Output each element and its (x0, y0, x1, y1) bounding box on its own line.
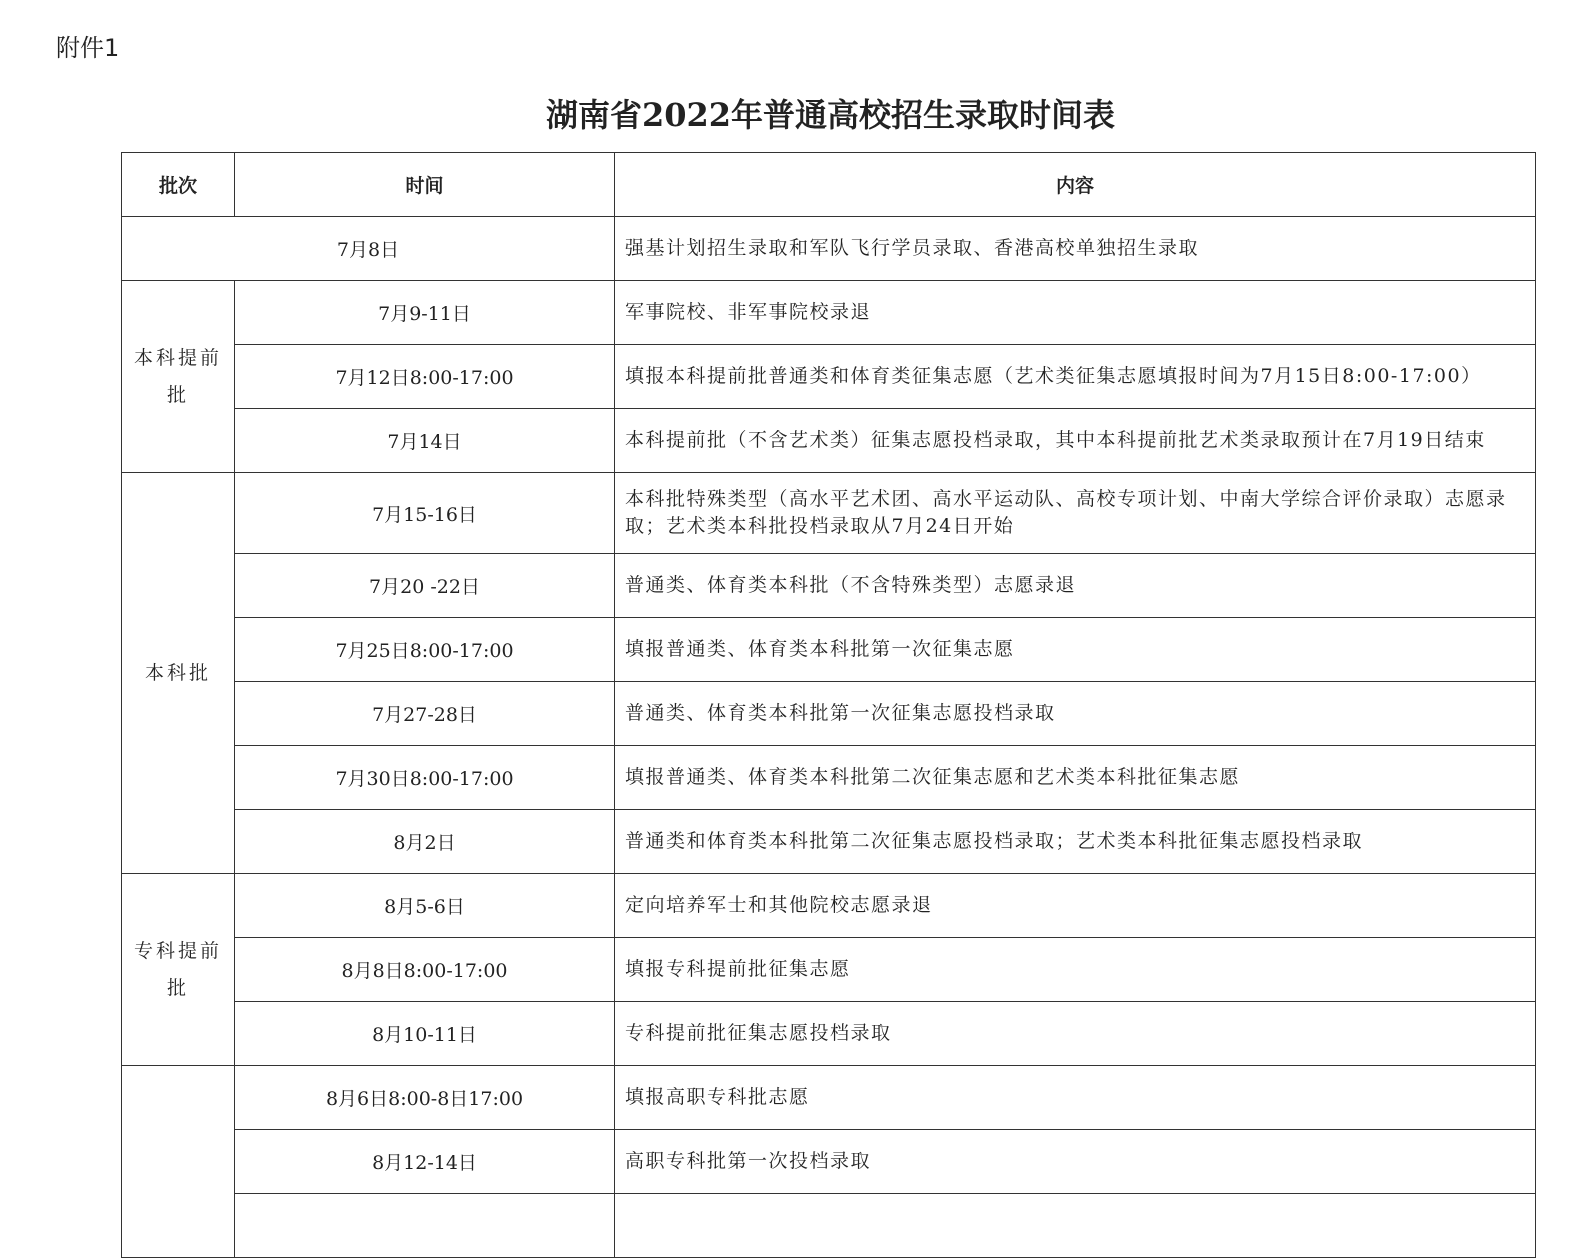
table-row (122, 1066, 1536, 1130)
table-row (122, 281, 1536, 345)
header-time: 时间 (235, 153, 615, 217)
time-cell: 8月2日 (235, 810, 615, 874)
time-cell: 8月8日8:00-17:00 (235, 938, 615, 1002)
table-row (122, 1130, 1536, 1194)
content-cell: 专科提前批征集志愿投档录取 (615, 1002, 1536, 1066)
time-cell: 7月9-11日 (235, 281, 615, 345)
time-cell: 8月6日8:00-8日17:00 (235, 1066, 615, 1130)
table-row (122, 217, 1536, 281)
time-cell: 7月14日 (235, 409, 615, 473)
table-row (122, 810, 1536, 874)
batch-cell (122, 1066, 235, 1258)
content-cell: 高职专科批第一次投档录取 (615, 1130, 1536, 1194)
table-row (122, 618, 1536, 682)
content-cell: 定向培养军士和其他院校志愿录退 (615, 874, 1536, 938)
table-row (122, 874, 1536, 938)
table-header-row (122, 153, 1536, 217)
time-cell: 7月8日 (122, 217, 615, 281)
content-cell: 普通类和体育类本科批第二次征集志愿投档录取；艺术类本科批征集志愿投档录取 (615, 810, 1536, 874)
table-row (122, 1194, 1536, 1258)
time-cell: 7月27-28日 (235, 682, 615, 746)
content-cell: 军事院校、非军事院校录退 (615, 281, 1536, 345)
table-row (122, 345, 1536, 409)
table-row (122, 473, 1536, 554)
header-batch: 批次 (122, 153, 235, 217)
time-cell (235, 1194, 615, 1258)
time-cell: 7月20 -22日 (235, 554, 615, 618)
content-cell: 填报高职专科批志愿 (615, 1066, 1536, 1130)
table-row (122, 554, 1536, 618)
content-cell: 填报普通类、体育类本科批第二次征集志愿和艺术类本科批征集志愿 (615, 746, 1536, 810)
time-cell: 7月25日8:00-17:00 (235, 618, 615, 682)
time-cell: 7月30日8:00-17:00 (235, 746, 615, 810)
header-content: 内容 (615, 153, 1536, 217)
time-cell: 8月10-11日 (235, 1002, 615, 1066)
content-cell: 本科提前批（不含艺术类）征集志愿投档录取，其中本科提前批艺术类录取预计在7月19日结束 (615, 409, 1536, 473)
time-cell: 8月5-6日 (235, 874, 615, 938)
admission-schedule-table (121, 152, 1536, 1258)
content-cell: 填报普通类、体育类本科批第一次征集志愿 (615, 618, 1536, 682)
table-row (122, 1002, 1536, 1066)
time-cell: 7月15-16日 (235, 473, 615, 554)
content-cell (615, 1194, 1536, 1258)
table-row (122, 409, 1536, 473)
content-cell: 强基计划招生录取和军队飞行学员录取、香港高校单独招生录取 (615, 217, 1536, 281)
content-cell: 填报本科提前批普通类和体育类征集志愿（艺术类征集志愿填报时间为7月15日8:00-17:00） (615, 345, 1536, 409)
batch-cell: 本科提前批 (122, 281, 235, 473)
batch-cell: 专科提前批 (122, 874, 235, 1066)
time-cell: 7月12日8:00-17:00 (235, 345, 615, 409)
attachment-label: 附件1 (56, 34, 120, 62)
content-cell: 本科批特殊类型（高水平艺术团、高水平运动队、高校专项计划、中南大学综合评价录取）志愿录取；艺术类本科批投档录取从7月24日开始 (615, 473, 1536, 554)
content-cell: 普通类、体育类本科批（不含特殊类型）志愿录退 (615, 554, 1536, 618)
table-row (122, 682, 1536, 746)
batch-cell: 本科批 (122, 473, 235, 874)
document-title: 湖南省2022年普通高校招生录取时间表 (545, 96, 1116, 134)
content-cell: 填报专科提前批征集志愿 (615, 938, 1536, 1002)
time-cell: 8月12-14日 (235, 1130, 615, 1194)
table-row (122, 746, 1536, 810)
table-row (122, 938, 1536, 1002)
content-cell: 普通类、体育类本科批第一次征集志愿投档录取 (615, 682, 1536, 746)
